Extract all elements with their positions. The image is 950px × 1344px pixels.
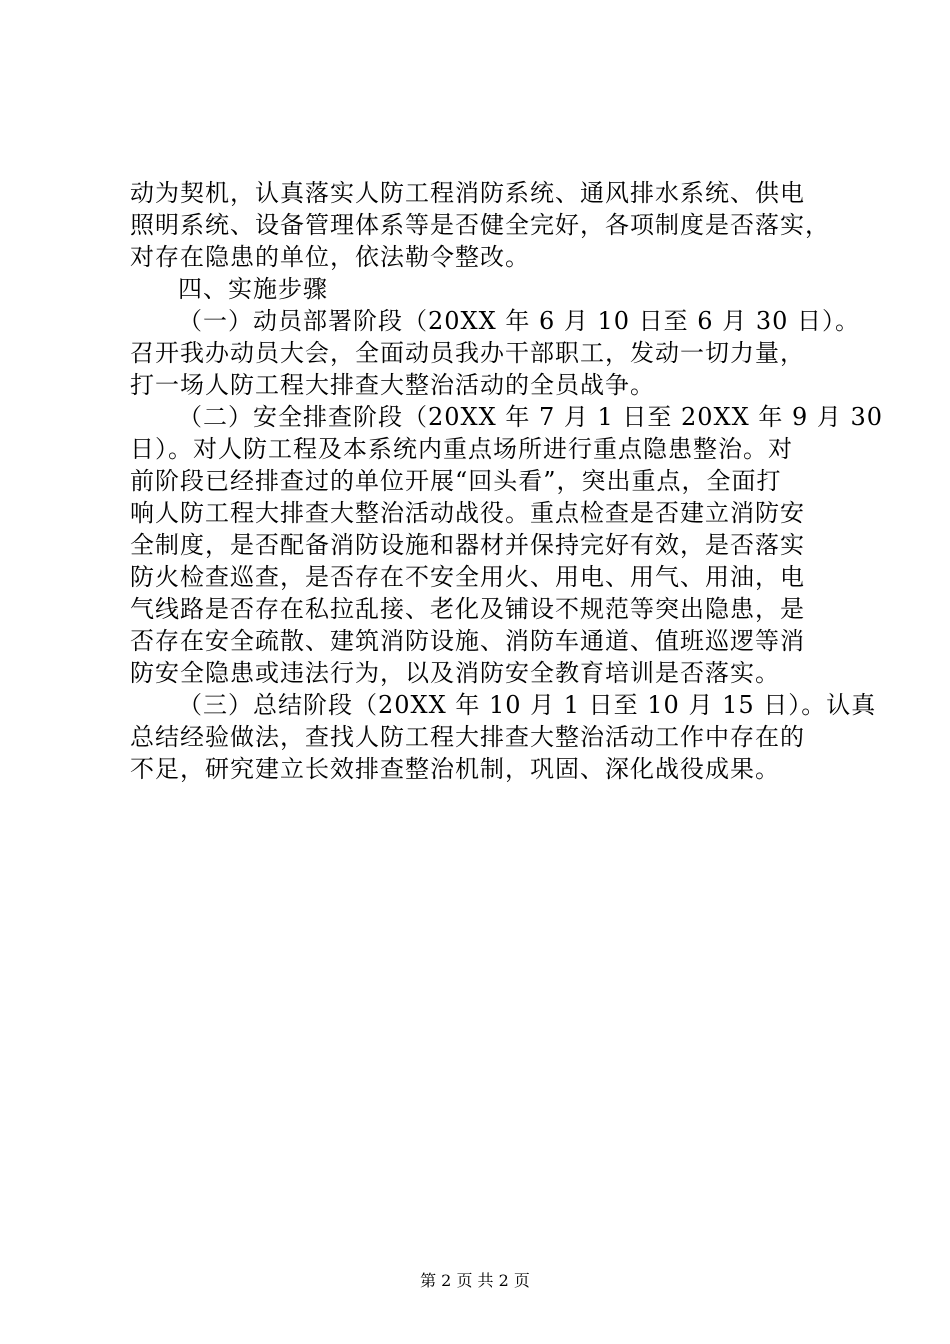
text-line: 不足，研究建立长效排查整治机制，巩固、深化战役成果。: [130, 755, 780, 783]
text-line: 总结经验做法，查找人防工程大排查大整治活动工作中存在的: [130, 723, 805, 751]
section-heading: 四、实施步骤: [178, 275, 328, 303]
text-line: 日）。对人防工程及本系统内重点场所进行重点隐患整治。对: [130, 435, 793, 463]
text-line: （一）动员部署阶段（20XX 年 6 月 10 日至 6 月 30 日）。: [178, 307, 860, 335]
text-line: （二）安全排查阶段（20XX 年 7 月 1 日至 20XX 年 9 月 30: [178, 403, 884, 431]
text-line: 响人防工程大排查大整治活动战役。重点检查是否建立消防安: [130, 499, 805, 527]
text-line: （三）总结阶段（20XX 年 10 月 1 日至 10 月 15 日）。认真: [178, 691, 877, 719]
text-line: 全制度，是否配备消防设施和器材并保持完好有效，是否落实: [130, 531, 805, 559]
text-line: 打一场人防工程大排查大整治活动的全员战争。: [130, 371, 655, 399]
page-footer: 第 2 页 共 2 页: [420, 1271, 530, 1290]
text-line: 对存在隐患的单位，依法勒令整改。: [130, 243, 530, 271]
text-line: 照明系统、设备管理体系等是否健全完好，各项制度是否落实，: [130, 211, 830, 239]
text-line: 动为契机，认真落实人防工程消防系统、通风排水系统、供电: [130, 179, 805, 207]
text-line: 召开我办动员大会，全面动员我办干部职工，发动一切力量，: [130, 339, 805, 367]
text-line: 前阶段已经排查过的单位开展“回头看”，突出重点，全面打: [130, 467, 782, 495]
text-line: 否存在安全疏散、建筑消防设施、消防车通道、值班巡逻等消: [130, 627, 805, 655]
text-line: 防火检查巡查，是否存在不安全用火、用电、用气、用油，电: [130, 563, 805, 591]
text-line: 防安全隐患或违法行为，以及消防安全教育培训是否落实。: [130, 659, 780, 687]
text-line: 气线路是否存在私拉乱接、老化及铺设不规范等突出隐患，是: [130, 595, 805, 623]
